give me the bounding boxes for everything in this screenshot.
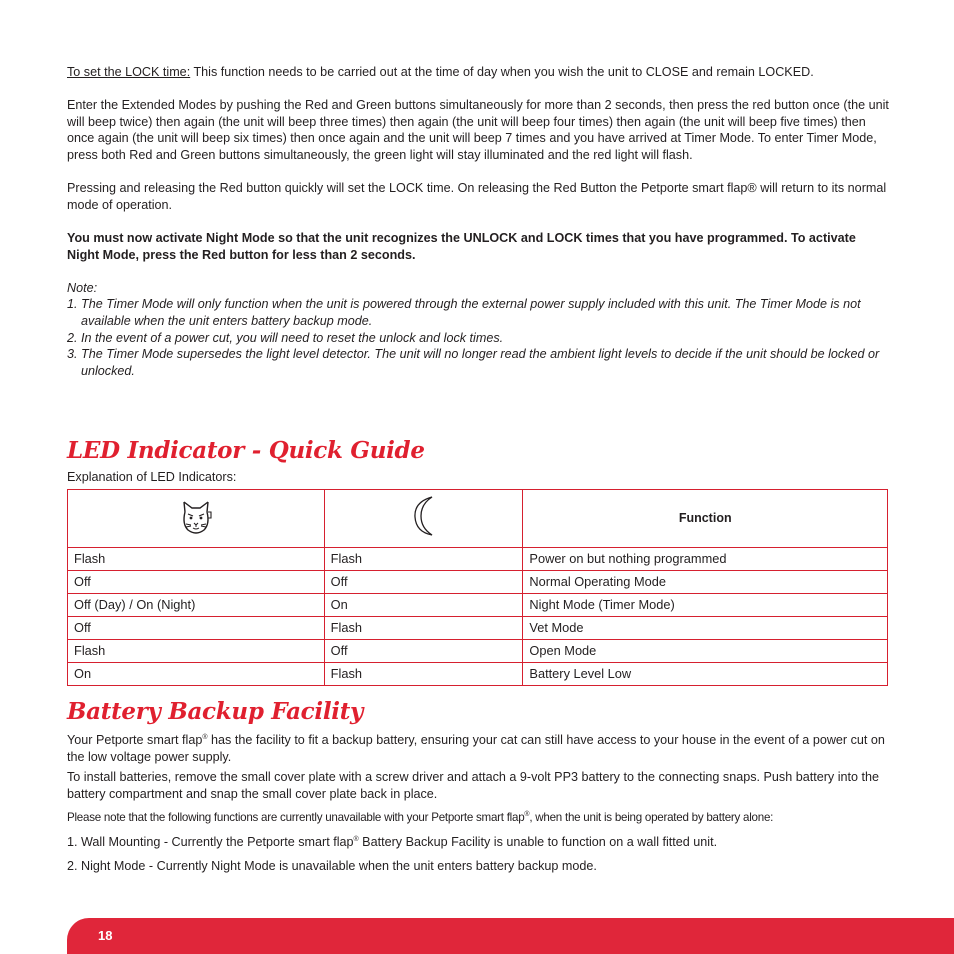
install-paragraph: To install batteries, remove the small cover plate with a screw driver and attach a 9-volt PP3 battery to the connecting snaps. Push battery into the battery compartment and snap the small cover plate back in place. bbox=[67, 770, 880, 801]
battery-heading: Battery Backup Facility bbox=[67, 697, 364, 725]
lock-label: To set the LOCK time: bbox=[67, 65, 191, 79]
battery-paragraph: Your Petporte smart flap® has the facility to fit a backup battery, ensuring your cat can still have access to your house in the event of a power cut on the low voltage power supply. bbox=[67, 733, 885, 764]
battery-item-wall-mounting: 1. Wall Mounting - Currently the Petporte smart flap® Battery Backup Facility is unable to function on a wall fitted unit. bbox=[67, 835, 718, 850]
battery-note-paragraph: Please note that the following functions are currently unavailable with your Petporte smart flap®, when the unit is being operated by battery alone: bbox=[67, 811, 774, 825]
cat-column-header bbox=[68, 489, 325, 547]
night-mode-warning: You must now activate Night Mode so that the unit recognizes the UNLOCK and LOCK times that you have programmed. To activate Night Mode, press the Red button for less than 2 seconds. bbox=[67, 230, 856, 262]
note-item: 2. In the event of a power cut, you will need to reset the unlock and lock times. bbox=[67, 330, 504, 345]
note-item: 3. The Timer Mode supersedes the light level detector. The unit will no longer read the ambient light levels to decide if the unit should be locked or unlocked. bbox=[67, 347, 880, 378]
function-column-header: Function bbox=[523, 489, 888, 547]
pressing-paragraph: Pressing and releasing the Red button quickly will set the LOCK time. On releasing the Red Button the Petporte smart flap® will return to its normal mode of operation. bbox=[67, 181, 887, 212]
moon-column-header bbox=[324, 489, 523, 547]
note-list bbox=[67, 296, 889, 379]
crescent-moon-icon bbox=[410, 494, 438, 538]
led-heading: LED Indicator - Quick Guide bbox=[67, 437, 425, 465]
table-row: Off (Day) / On (Night) On Night Mode (Timer Mode) bbox=[68, 593, 888, 616]
table-row: Off Off Normal Operating Mode bbox=[68, 570, 888, 593]
led-table-header bbox=[68, 489, 888, 547]
footer-bar bbox=[67, 918, 954, 954]
led-explanation: Explanation of LED Indicators: bbox=[67, 470, 237, 485]
lock-intro: To set the LOCK time: This function needs to be carried out at the time of day when you wish the unit to CLOSE and remain LOCKED. bbox=[67, 65, 814, 79]
note-item: 1. The Timer Mode will only function when the unit is powered through the external power supply included with this unit. The Timer Mode is not available when the unit enters battery backup mode. bbox=[67, 297, 861, 328]
page-number: 18 bbox=[98, 928, 113, 943]
battery-item-night-mode: 2. Night Mode - Currently Night Mode is unavailable when the unit enters battery backup mode. bbox=[67, 858, 597, 873]
table-row: Off Flash Vet Mode bbox=[68, 616, 888, 639]
extended-modes-paragraph: Enter the Extended Modes by pushing the Red and Green buttons simultaneously for more than 2 seconds, then press the red button once (the unit will beep twice) then again (the unit will beep three times) then again (the unit will beep four times) then again (the unit will beep five times) then once again (the unit will beep six times) then once again and the unit will beep 7 times and you have arrived at Timer Mode. To enter Timer Mode, press both Red and Green buttons simultaneously, the green light will stay illuminated and the red light will flash. bbox=[67, 98, 889, 162]
table-row: Flash Off Open Mode bbox=[68, 639, 888, 662]
cat-face-icon bbox=[176, 494, 216, 538]
page-content bbox=[67, 64, 889, 874]
table-row: On Flash Battery Level Low bbox=[68, 662, 888, 685]
table-row: Flash Flash Power on but nothing programmed bbox=[68, 547, 888, 570]
led-table bbox=[67, 489, 888, 686]
note-label: Note: bbox=[67, 280, 98, 295]
